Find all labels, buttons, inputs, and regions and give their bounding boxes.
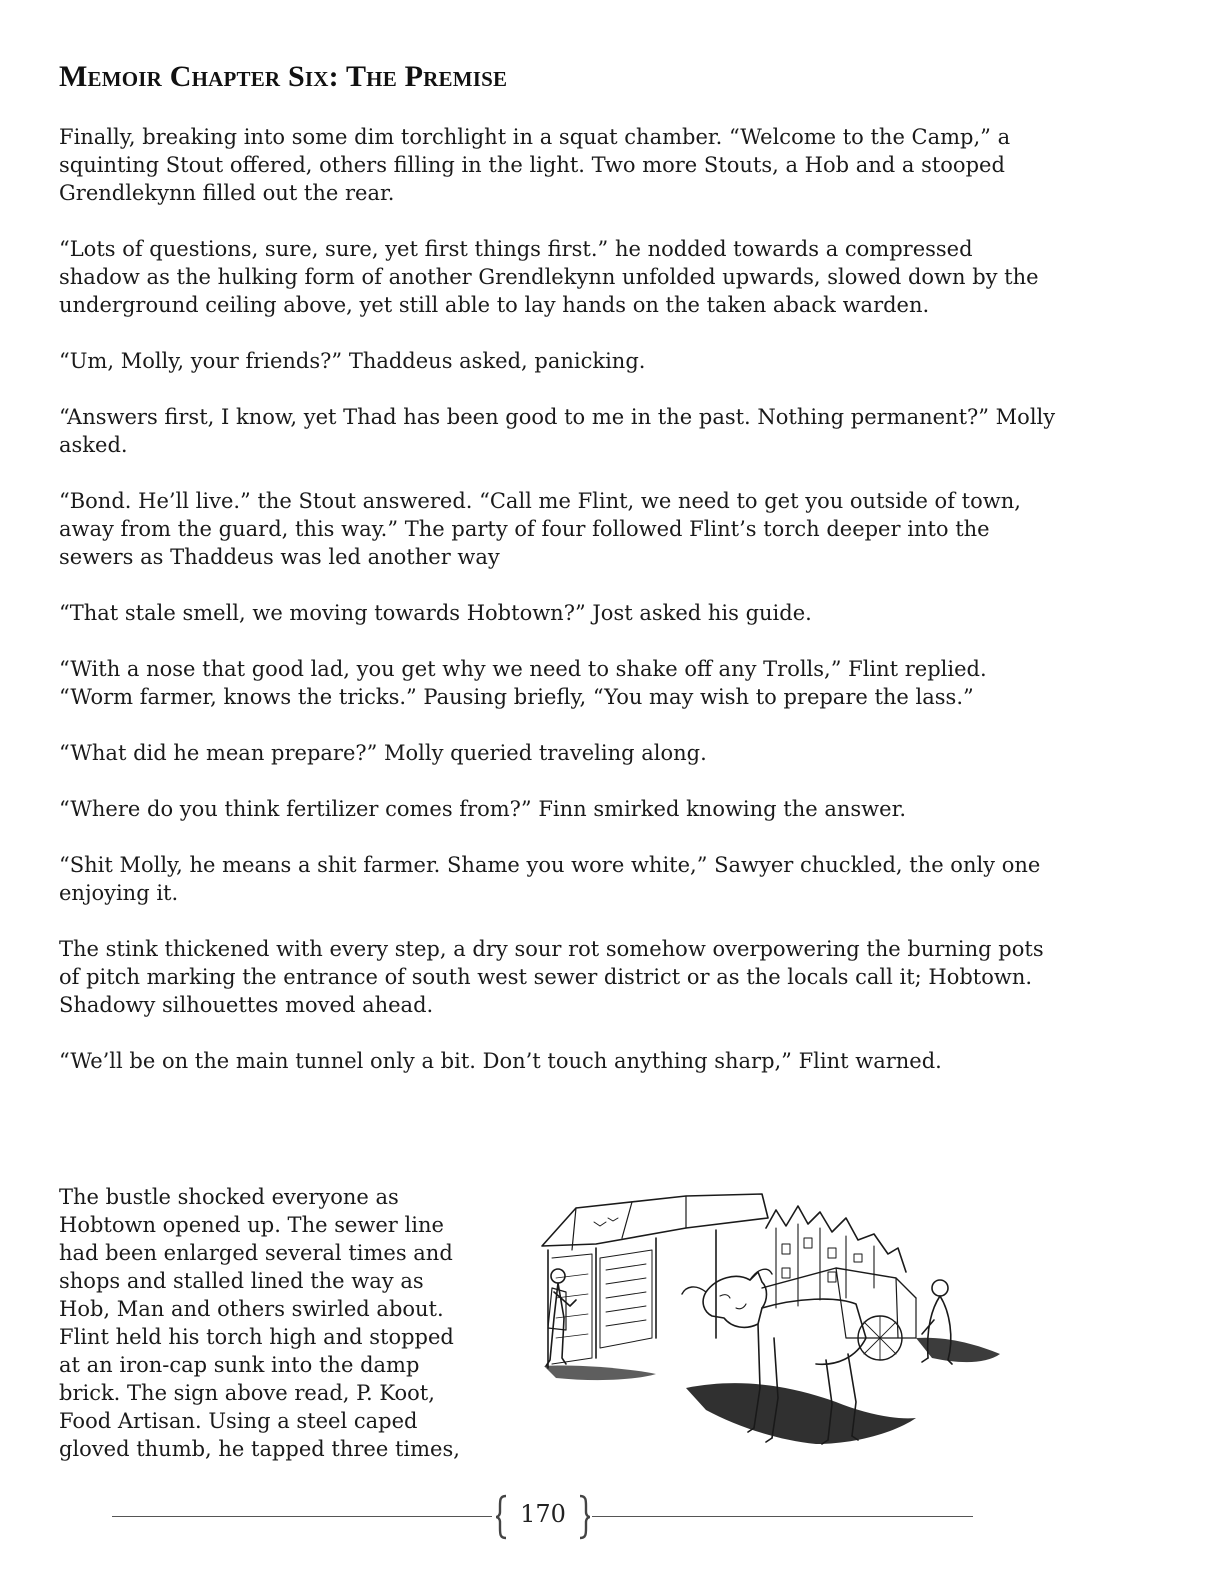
wrapped-line: Flint held his torch high and stopped [59,1325,454,1349]
paragraph: “Bond. He’ll live.” the Stout answered. “Call me Flint, we need to get you outside of town, away from the guard, this way.” The party of four followed Flint’s torch deeper into the sewers as Thaddeus was led another way [59,489,1021,569]
body-text [59,123,1059,1103]
page-footer [0,1490,1224,1546]
footer-rule-right [592,1516,973,1517]
footer-rule-left [112,1516,492,1517]
wrapped-line: shops and stalled lined the way as [59,1269,424,1293]
wrapped-line: gloved thumb, he tapped three times, [59,1437,460,1461]
chapter-heading: Memoir Chapter Six: The Premise [59,60,508,93]
paragraph: “That stale smell, we moving towards Hobtown?” Jost asked his guide. [59,601,812,625]
paragraph: Finally, breaking into some dim torchlight in a squat chamber. “Welcome to the Camp,” a squinting Stout offered, others filling in the light. Two more Stouts, a Hob and a stooped Grendlekynn filled out the rear. [59,125,1011,205]
paragraph: “We’ll be on the main tunnel only a bit. Don’t touch anything sharp,” Flint warned. [59,1049,942,1073]
paragraph: The stink thickened with every step, a dry sour rot somehow overpowering the burning pots of pitch marking the entrance of south west sewer district or as the locals call it; Hobtown. Shadowy silhouettes moved ahead. [59,937,1044,1017]
paragraph: “Shit Molly, he means a shit farmer. Shame you wore white,” Sawyer chuckled, the only one enjoying it. [59,853,1041,905]
wrapped-line: Hob, Man and others swirled about. [59,1297,444,1321]
market-ox-cart-illustration [536,1188,1006,1458]
wrapped-line: Food Artisan. Using a steel caped [59,1409,418,1433]
wrapped-line: at an iron-cap sunk into the damp [59,1353,420,1377]
wrapped-paragraph [59,1183,529,1463]
paragraph: “Answers first, I know, yet Thad has been good to me in the past. Nothing permanent?” Molly asked. [59,405,1056,457]
paragraph: “Um, Molly, your friends?” Thaddeus asked, panicking. [59,349,646,373]
page-number: 170 [520,1500,566,1528]
wrapped-line: brick. The sign above read, P. Koot, [59,1381,435,1405]
wrapped-line: had been enlarged several times and [59,1241,453,1265]
wrapped-line: Hobtown opened up. The sewer line [59,1213,444,1237]
paragraph: “What did he mean prepare?” Molly queried traveling along. [59,741,707,765]
paragraph: “Lots of questions, sure, sure, yet first things first.” he nodded towards a compressed shadow as the hulking form of another Grendlekynn unfolded upwards, slowed down by the underground ceiling above, yet still able to lay hands on the taken aback warden. [59,237,1039,317]
right-brace-icon [578,1494,592,1540]
paragraph: “Where do you think fertilizer comes from?” Finn smirked knowing the answer. [59,797,906,821]
wrapped-line: The bustle shocked everyone as [59,1185,399,1209]
paragraph: “With a nose that good lad, you get why we need to shake off any Trolls,” Flint replied. “Worm farmer, knows the tricks.” Pausing briefly, “You may wish to prepare the lass.” [59,657,987,709]
